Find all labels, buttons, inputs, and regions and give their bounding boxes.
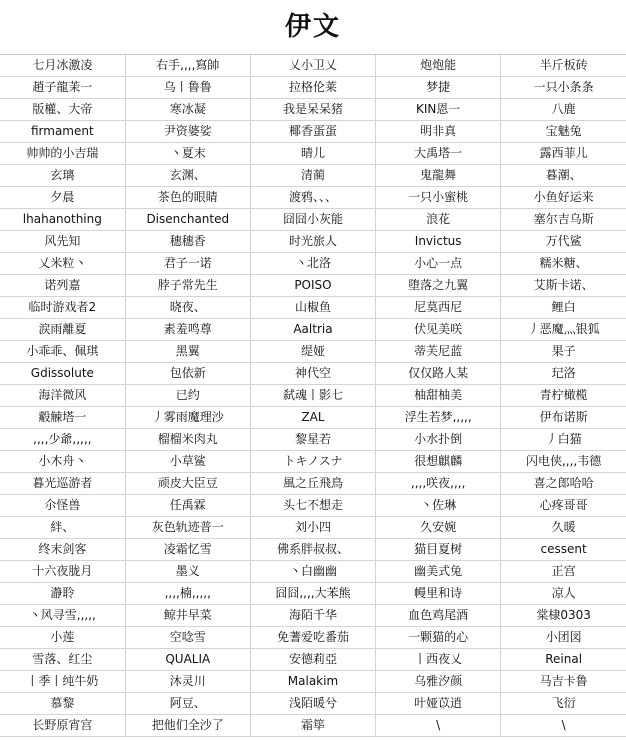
table-cell: 墨义 xyxy=(125,561,250,583)
table-row xyxy=(0,297,626,319)
table-cell: 山椒鱼 xyxy=(250,297,375,319)
table-cell: 血色鸡尾酒 xyxy=(376,605,501,627)
table-cell: 丿雾雨魔理沙 xyxy=(125,407,250,429)
table-cell: 霜筚 xyxy=(250,715,375,737)
table-cell: 版權、大帝 xyxy=(0,99,125,121)
table-cell: 趙子龍茉一 xyxy=(0,77,125,99)
table-cell: 终末剑客 xyxy=(0,539,125,561)
table-cell: Gdissolute xyxy=(0,363,125,385)
table-row xyxy=(0,495,626,517)
table-cell: 幽美式兔 xyxy=(376,561,501,583)
table-cell: 瀞聆 xyxy=(0,583,125,605)
table-cell: 風之丘飛鳥 xyxy=(250,473,375,495)
table-cell: ZAL xyxy=(250,407,375,429)
table-cell: 临时游戏者2 xyxy=(0,297,125,319)
table-cell: 猫目夏树 xyxy=(376,539,501,561)
table-cell: ,,,,咲夜,,,, xyxy=(376,473,501,495)
table-cell: 茶色的眼睛 xyxy=(125,187,250,209)
name-table-body xyxy=(0,55,626,737)
table-cell: 海洋微风 xyxy=(0,385,125,407)
table-cell: 小水扑倒 xyxy=(376,429,501,451)
table-cell: 小乖乖、佩琪 xyxy=(0,341,125,363)
table-row xyxy=(0,385,626,407)
table-cell: 絆、 xyxy=(0,517,125,539)
table-row xyxy=(0,429,626,451)
table-cell: 久暖 xyxy=(501,517,626,539)
table-row xyxy=(0,583,626,605)
table-cell: 青柠橄榄 xyxy=(501,385,626,407)
table-cell: 黎星若 xyxy=(250,429,375,451)
table-cell: 丶北洛 xyxy=(250,253,375,275)
table-cell: 风先知 xyxy=(0,231,125,253)
table-cell: 明非真 xyxy=(376,121,501,143)
table-cell: 丿恶魔灬银狐 xyxy=(501,319,626,341)
table-cell: 夕晨 xyxy=(0,187,125,209)
table-cell: 囧囧,,,,大苯熊 xyxy=(250,583,375,605)
table-row xyxy=(0,451,626,473)
table-cell: 玘洛 xyxy=(501,363,626,385)
table-cell: 正宫 xyxy=(501,561,626,583)
table-cell: 涙雨離夏 xyxy=(0,319,125,341)
table-cell: 乌雅汐颜 xyxy=(376,671,501,693)
table-cell: 缇娅 xyxy=(250,341,375,363)
table-cell: 十六夜胧月 xyxy=(0,561,125,583)
table-cell: 安德莉亞 xyxy=(250,649,375,671)
table-cell: 闪电侠,,,,韦德 xyxy=(501,451,626,473)
table-cell: 凉人 xyxy=(501,583,626,605)
table-cell: 大禹塔一 xyxy=(376,143,501,165)
table-row xyxy=(0,605,626,627)
table-cell: 鬼龍舞 xyxy=(376,165,501,187)
table-cell: 玄璃 xyxy=(0,165,125,187)
table-cell: 浅陌暖兮 xyxy=(250,693,375,715)
table-cell: 乂米粒丶 xyxy=(0,253,125,275)
table-cell: 我是呆呆猪 xyxy=(250,99,375,121)
table-cell: 海陌千华 xyxy=(250,605,375,627)
table-cell: 小草鲨 xyxy=(125,451,250,473)
table-cell: \ xyxy=(501,715,626,737)
table-cell: 飞衍 xyxy=(501,693,626,715)
table-cell: 喜之郎哈哈 xyxy=(501,473,626,495)
table-cell: 凌霜忆雪 xyxy=(125,539,250,561)
table-cell: 七月冰激凌 xyxy=(0,55,125,77)
table-cell: 棠棣0303 xyxy=(501,605,626,627)
table-row xyxy=(0,517,626,539)
table-cell: 素羞鸣尊 xyxy=(125,319,250,341)
table-cell: 把他们全沙了 xyxy=(125,715,250,737)
table-cell: 半斤板砖 xyxy=(501,55,626,77)
table-cell: 一只小蜜桃 xyxy=(376,187,501,209)
table-cell: 一颗猫的心 xyxy=(376,627,501,649)
table-cell: 尹资婆娑 xyxy=(125,121,250,143)
table-cell: 伏见美咲 xyxy=(376,319,501,341)
table-cell: 囧囧小灰能 xyxy=(250,209,375,231)
table-cell: 长野原宵宫 xyxy=(0,715,125,737)
table-cell: 包依新 xyxy=(125,363,250,385)
table-cell: 乌丨鲁鲁 xyxy=(125,77,250,99)
table-cell: 尼莫西尼 xyxy=(376,297,501,319)
table-cell: 伊布诺斯 xyxy=(501,407,626,429)
table-cell: 很想麒麟 xyxy=(376,451,501,473)
table-row xyxy=(0,99,626,121)
table-cell: 宝魅兔 xyxy=(501,121,626,143)
table-cell: 久安婉 xyxy=(376,517,501,539)
table-cell: POISO xyxy=(250,275,375,297)
table-row xyxy=(0,539,626,561)
table-cell: 丶夏末 xyxy=(125,143,250,165)
table-cell: 清蔺 xyxy=(250,165,375,187)
table-cell: 沐灵川 xyxy=(125,671,250,693)
table-cell: 免蓍爱吃番茄 xyxy=(250,627,375,649)
table-cell: 小团図 xyxy=(501,627,626,649)
table-cell: トキノスナ xyxy=(250,451,375,473)
table-row xyxy=(0,363,626,385)
table-cell: 一只小条条 xyxy=(501,77,626,99)
table-cell: 小鱼好运来 xyxy=(501,187,626,209)
table-cell: 叶娅苡逍 xyxy=(376,693,501,715)
table-cell: 寒冰凝 xyxy=(125,99,250,121)
table-cell: 灰色轨迹普一 xyxy=(125,517,250,539)
table-row xyxy=(0,693,626,715)
table-cell: 幔里和诗 xyxy=(376,583,501,605)
table-cell: 丶风寻雪,,,,, xyxy=(0,605,125,627)
table-cell: 塞尔吉乌斯 xyxy=(501,209,626,231)
table-cell: 尒怪兽 xyxy=(0,495,125,517)
table-row xyxy=(0,231,626,253)
table-cell: 丶白幽幽 xyxy=(250,561,375,583)
table-row xyxy=(0,165,626,187)
table-row xyxy=(0,275,626,297)
table-cell: Disenchanted xyxy=(125,209,250,231)
table-cell: 顽皮大臣豆 xyxy=(125,473,250,495)
table-cell: cessent xyxy=(501,539,626,561)
table-cell: 刘小四 xyxy=(250,517,375,539)
table-row xyxy=(0,55,626,77)
table-cell: 小木舟丶 xyxy=(0,451,125,473)
table-cell: 果子 xyxy=(501,341,626,363)
table-cell: 诺列嘉 xyxy=(0,275,125,297)
table-cell: firmament xyxy=(0,121,125,143)
table-row xyxy=(0,407,626,429)
table-cell: 堕落之九翼 xyxy=(376,275,501,297)
table-cell: ,,,,楠,,,,, xyxy=(125,583,250,605)
table-cell: \ xyxy=(376,715,501,737)
table-cell: 觳觫塔一 xyxy=(0,407,125,429)
table-cell: 雪落、红尘 xyxy=(0,649,125,671)
table-cell: 神代空 xyxy=(250,363,375,385)
table-cell: 佛系胖叔叔、 xyxy=(250,539,375,561)
table-cell: 头七不想走 xyxy=(250,495,375,517)
table-cell: QUALIA xyxy=(125,649,250,671)
table-cell: Reinal xyxy=(501,649,626,671)
table-row xyxy=(0,561,626,583)
name-table xyxy=(0,55,626,737)
table-cell: 晓夜、 xyxy=(125,297,250,319)
table-cell: 玄渊、 xyxy=(125,165,250,187)
table-cell: 穗穗香 xyxy=(125,231,250,253)
page-title: 伊文 xyxy=(0,0,626,55)
table-cell: 空唸雪 xyxy=(125,627,250,649)
table-cell: 浪花 xyxy=(376,209,501,231)
table-cell: 右手,,,,寫帥 xyxy=(125,55,250,77)
table-row xyxy=(0,649,626,671)
table-cell: 马吉卡鲁 xyxy=(501,671,626,693)
table-row xyxy=(0,671,626,693)
table-cell: 椰香蛋蛋 xyxy=(250,121,375,143)
table-cell: 帅帅的小吉瑞 xyxy=(0,143,125,165)
table-row xyxy=(0,341,626,363)
table-cell: 丶佐琳 xyxy=(376,495,501,517)
table-cell: 艾斯卡诺、 xyxy=(501,275,626,297)
table-cell: 鲸井早菜 xyxy=(125,605,250,627)
table-cell: 脖子常先生 xyxy=(125,275,250,297)
table-cell: 弑魂丨影七 xyxy=(250,385,375,407)
table-cell: 柚甜柚美 xyxy=(376,385,501,407)
table-cell: 君子一诺 xyxy=(125,253,250,275)
table-cell: 蒂芙尼蓝 xyxy=(376,341,501,363)
table-cell: 乂小卫乂 xyxy=(250,55,375,77)
table-cell: 暮光巡游者 xyxy=(0,473,125,495)
table-cell: 丨季丨纯牛奶 xyxy=(0,671,125,693)
table-cell: ,,,,少爺,,,,, xyxy=(0,429,125,451)
table-row xyxy=(0,187,626,209)
table-cell: 小心一点 xyxy=(376,253,501,275)
table-cell: 丨西夜乂 xyxy=(376,649,501,671)
table-cell: 露西菲儿 xyxy=(501,143,626,165)
table-cell: 榴榴米肉丸 xyxy=(125,429,250,451)
table-cell: 糯米糖、 xyxy=(501,253,626,275)
table-row xyxy=(0,715,626,737)
table-cell: 已约 xyxy=(125,385,250,407)
table-row xyxy=(0,209,626,231)
table-cell: Malakim xyxy=(250,671,375,693)
table-cell: 浮生若梦,,,,, xyxy=(376,407,501,429)
table-cell: 万代鲨 xyxy=(501,231,626,253)
table-cell: KIN恩一 xyxy=(376,99,501,121)
table-cell: Invictus xyxy=(376,231,501,253)
table-cell: 八鹿 xyxy=(501,99,626,121)
table-row xyxy=(0,319,626,341)
table-cell: 炮炮能 xyxy=(376,55,501,77)
table-row xyxy=(0,627,626,649)
table-row xyxy=(0,473,626,495)
table-row xyxy=(0,143,626,165)
table-cell: 暮潮、 xyxy=(501,165,626,187)
table-row xyxy=(0,121,626,143)
table-cell: 黑翼 xyxy=(125,341,250,363)
table-cell: lhahanothing xyxy=(0,209,125,231)
table-cell: 任禹霖 xyxy=(125,495,250,517)
table-cell: 丿白猫 xyxy=(501,429,626,451)
table-cell: 仅仅路人某 xyxy=(376,363,501,385)
table-cell: 阿豆、 xyxy=(125,693,250,715)
table-cell: 心疼哥哥 xyxy=(501,495,626,517)
table-cell: 时光旅人 xyxy=(250,231,375,253)
table-cell: 鲤白 xyxy=(501,297,626,319)
table-cell: 小莲 xyxy=(0,627,125,649)
table-cell: 渡鸦、、、 xyxy=(250,187,375,209)
table-cell: 慕黎 xyxy=(0,693,125,715)
table-cell: 晴儿 xyxy=(250,143,375,165)
table-cell: 梦捷 xyxy=(376,77,501,99)
table-cell: Aaltria xyxy=(250,319,375,341)
table-cell: 拉格伦莱 xyxy=(250,77,375,99)
table-row xyxy=(0,253,626,275)
table-row xyxy=(0,77,626,99)
